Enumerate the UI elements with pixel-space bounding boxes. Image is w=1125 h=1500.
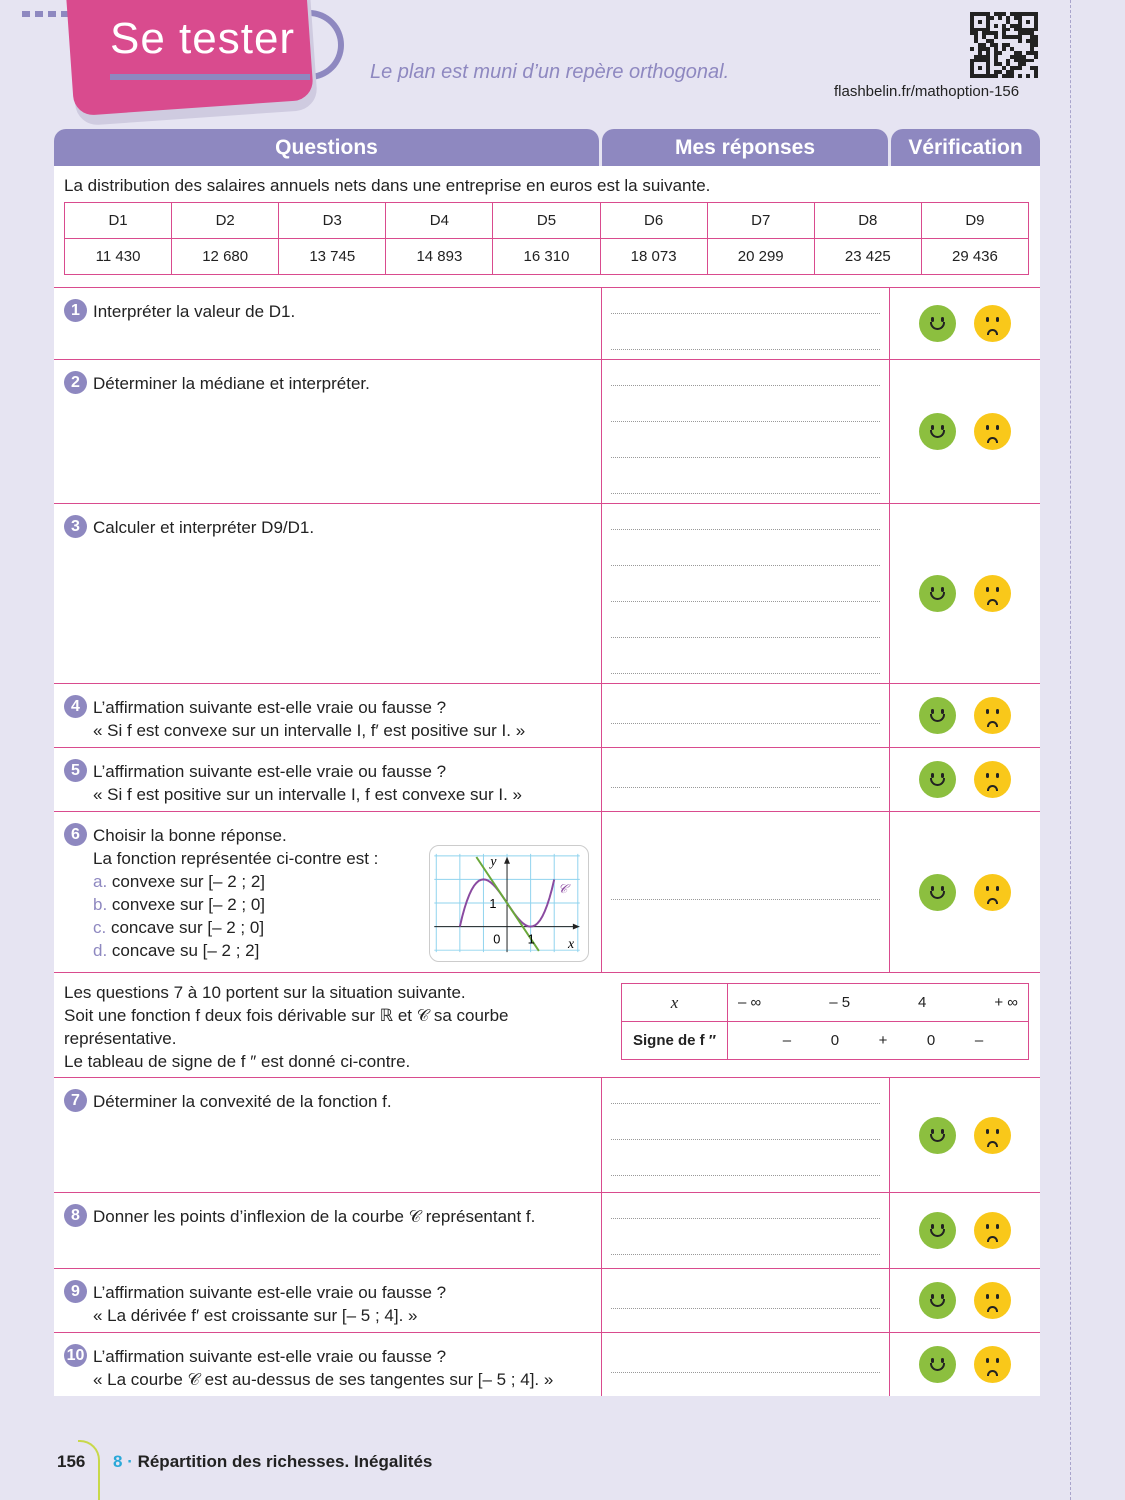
verification (890, 1078, 1040, 1192)
question-row-6 (54, 811, 1040, 972)
answer-line[interactable] (611, 313, 880, 314)
resource-link[interactable]: flashbelin.fr/mathoption-156 (834, 83, 1020, 100)
quiz-sheet (54, 166, 1040, 1396)
sad-smiley-icon[interactable] (974, 1346, 1011, 1383)
situation-text: Les questions 7 à 10 portent sur la situation suivante. (64, 983, 466, 1002)
situation-text: Le tableau de signe de f ″ est donné ci-contre. (64, 1052, 411, 1071)
graph-tick-1x: 1 (527, 931, 535, 947)
sad-smiley-icon[interactable] (974, 761, 1011, 798)
graph-origin: 0 (493, 931, 501, 947)
question-number: 9 (64, 1280, 87, 1303)
sign-value: 0 (926, 1032, 936, 1049)
question-text: Déterminer la médiane et interpréter. (93, 374, 370, 393)
sad-smiley-icon[interactable] (974, 413, 1011, 450)
happy-smiley-icon[interactable] (919, 874, 956, 911)
answer-area[interactable] (601, 504, 890, 683)
question-text: « La dérivée f′ est croissante sur [– 5 ; 4]. » (93, 1306, 418, 1325)
question-number: 4 (64, 695, 87, 718)
answer-line[interactable] (611, 1372, 880, 1373)
question-text: « La courbe 𝒞 est au-dessus de ses tangentes sur [– 5 ; 4]. » (93, 1370, 554, 1389)
question-number: 8 (64, 1204, 87, 1227)
decile-value: 20 299 (707, 239, 814, 275)
answer-line[interactable] (611, 673, 880, 674)
intro-text: La distribution des salaires annuels nets dans une entreprise en euros est la suivante. (64, 176, 711, 195)
question-text: L’affirmation suivante est-elle vraie ou fausse ? (93, 1283, 447, 1302)
answer-line[interactable] (611, 385, 880, 386)
bound: – ∞ (738, 994, 762, 1011)
decile-label: D8 (814, 203, 921, 239)
verification (890, 684, 1040, 747)
question-number: 5 (64, 759, 87, 782)
question-text: La fonction représentée ci-contre est : (93, 849, 379, 868)
decile-label: D4 (386, 203, 493, 239)
decile-label: D6 (600, 203, 707, 239)
verification (890, 1333, 1040, 1396)
happy-smiley-icon[interactable] (919, 1117, 956, 1154)
bound: + ∞ (994, 994, 1018, 1011)
happy-smiley-icon[interactable] (919, 305, 956, 342)
decile-table (64, 202, 1029, 275)
question-text: Déterminer la convexité de la fonction f. (93, 1092, 392, 1111)
decile-label: D3 (279, 203, 386, 239)
answer-area[interactable] (601, 288, 890, 359)
chapter-number: 8 (113, 1452, 123, 1471)
answer-line[interactable] (611, 637, 880, 638)
answer-area[interactable] (601, 748, 890, 811)
qr-code-icon[interactable] (970, 12, 1038, 78)
decile-value: 14 893 (386, 239, 493, 275)
answer-option[interactable]: a. convexe sur [– 2 ; 2] (93, 872, 266, 891)
verification (890, 1269, 1040, 1332)
answer-area[interactable] (601, 684, 890, 747)
answer-line[interactable] (611, 349, 880, 350)
question-row-4 (54, 683, 1040, 747)
question-row-7 (54, 1077, 1040, 1192)
graph-tick-1y: 1 (489, 895, 497, 911)
answer-line[interactable] (611, 493, 880, 494)
sign-value: – (782, 1032, 792, 1049)
function-graph (429, 845, 589, 962)
answer-line[interactable] (611, 1254, 880, 1255)
sign-value: – (974, 1032, 984, 1049)
question-row-3 (54, 503, 1040, 683)
question-text: Interpréter la valeur de D1. (93, 302, 296, 321)
intro-row (54, 166, 1040, 287)
decile-value: 18 073 (600, 239, 707, 275)
happy-smiley-icon[interactable] (919, 575, 956, 612)
answer-area[interactable] (601, 360, 890, 503)
answer-area[interactable] (601, 812, 890, 972)
sad-smiley-icon[interactable] (974, 697, 1011, 734)
answer-line[interactable] (611, 601, 880, 602)
question-text: « Si f est convexe sur un intervalle I, f′ est positive sur I. » (93, 721, 526, 740)
question-number: 3 (64, 515, 87, 538)
answer-option[interactable]: c. concave sur [– 2 ; 0] (93, 918, 265, 937)
decile-value: 29 436 (921, 239, 1028, 275)
column-headers (54, 129, 1040, 166)
sign-table-label: Signe de f ″ (622, 1022, 728, 1060)
sad-smiley-icon[interactable] (974, 1117, 1011, 1154)
answer-line[interactable] (611, 1308, 880, 1309)
decile-value: 11 430 (65, 239, 172, 275)
question-number: 7 (64, 1089, 87, 1112)
situation-text: Soit une fonction f deux fois dérivable sur ℝ et 𝒞 sa courbe (64, 1006, 509, 1025)
answer-line[interactable] (611, 565, 880, 566)
curve-label: 𝒞 (558, 881, 568, 897)
question-text: Choisir la bonne réponse. (93, 826, 287, 845)
question-text: L’affirmation suivante est-elle vraie ou fausse ? (93, 762, 447, 781)
answer-line[interactable] (611, 723, 880, 724)
answer-area[interactable] (601, 1078, 890, 1192)
decile-label: D1 (65, 203, 172, 239)
answer-line[interactable] (611, 787, 880, 788)
verification (890, 748, 1040, 811)
happy-smiley-icon[interactable] (919, 1212, 956, 1249)
question-row-5 (54, 747, 1040, 811)
verification (890, 812, 1040, 972)
verification (890, 504, 1040, 683)
answer-area[interactable] (601, 1333, 890, 1396)
subtitle: Le plan est muni d’un repère orthogonal. (370, 61, 730, 83)
answer-area[interactable] (601, 1193, 890, 1268)
margin-line (1070, 0, 1071, 1500)
question-row-2 (54, 359, 1040, 503)
question-row-1 (54, 287, 1040, 359)
sad-smiley-icon[interactable] (974, 575, 1011, 612)
question-text: Donner les points d’inflexion de la courbe 𝒞 représentant f. (93, 1207, 536, 1226)
question-number: 10 (64, 1344, 87, 1367)
decile-value: 23 425 (814, 239, 921, 275)
answer-line[interactable] (611, 1175, 880, 1176)
happy-smiley-icon[interactable] (919, 1282, 956, 1319)
header-answers: Mes réponses (602, 129, 888, 166)
answer-line[interactable] (611, 421, 880, 422)
answer-line[interactable] (611, 899, 880, 900)
sad-smiley-icon[interactable] (974, 1282, 1011, 1319)
bound: – 5 (829, 994, 851, 1011)
answer-area[interactable] (601, 1269, 890, 1332)
title-underline (110, 74, 310, 80)
verification (890, 288, 1040, 359)
question-text: Calculer et interpréter D9/D1. (93, 518, 315, 537)
happy-smiley-icon[interactable] (919, 697, 956, 734)
verification (890, 1193, 1040, 1268)
decile-label: D7 (707, 203, 814, 239)
decorative-dots (22, 11, 69, 17)
sad-smiley-icon[interactable] (974, 1212, 1011, 1249)
page-number: 156 (57, 1452, 86, 1471)
question-row-8 (54, 1192, 1040, 1268)
sad-smiley-icon[interactable] (974, 874, 1011, 911)
decile-label: D2 (172, 203, 279, 239)
question-row-9 (54, 1268, 1040, 1332)
header-verification: Vérification (891, 129, 1040, 166)
question-number: 2 (64, 371, 87, 394)
graph-y-label: y (490, 853, 497, 869)
answer-option[interactable]: b. convexe sur [– 2 ; 0] (93, 895, 266, 914)
happy-smiley-icon[interactable] (919, 1346, 956, 1383)
question-row-10 (54, 1332, 1040, 1396)
sign-table (621, 983, 1029, 1060)
chapter-title: Répartition des richesses. Inégalités (137, 1452, 433, 1471)
answer-line[interactable] (611, 457, 880, 458)
bound: 4 (918, 994, 927, 1011)
answer-option[interactable]: d. concave su [– 2 ; 2] (93, 941, 260, 960)
sad-smiley-icon[interactable] (974, 305, 1011, 342)
verification (890, 360, 1040, 503)
decile-label: D9 (921, 203, 1028, 239)
sign-value: 0 (830, 1032, 840, 1049)
situation-row (54, 972, 1040, 1077)
decile-value: 16 310 (493, 239, 600, 275)
header-questions: Questions (54, 129, 599, 166)
page-title: Se tester (110, 14, 296, 63)
decile-value: 13 745 (279, 239, 386, 275)
question-number: 1 (64, 299, 87, 322)
question-number: 6 (64, 823, 87, 846)
situation-text: représentative. (64, 1029, 177, 1048)
question-text: L’affirmation suivante est-elle vraie ou fausse ? (93, 1347, 447, 1366)
happy-smiley-icon[interactable] (919, 761, 956, 798)
decile-value: 12 680 (172, 239, 279, 275)
question-text: L’affirmation suivante est-elle vraie ou fausse ? (93, 698, 447, 717)
answer-line[interactable] (611, 529, 880, 530)
decile-label: D5 (493, 203, 600, 239)
question-text: « Si f est positive sur un intervalle I, f est convexe sur I. » (93, 785, 522, 804)
sign-table-x: x (622, 984, 728, 1022)
answer-line[interactable] (611, 1218, 880, 1219)
answer-line[interactable] (611, 1139, 880, 1140)
sign-value: + (878, 1032, 888, 1049)
answer-line[interactable] (611, 1103, 880, 1104)
happy-smiley-icon[interactable] (919, 413, 956, 450)
graph-x-label: x (567, 936, 575, 952)
